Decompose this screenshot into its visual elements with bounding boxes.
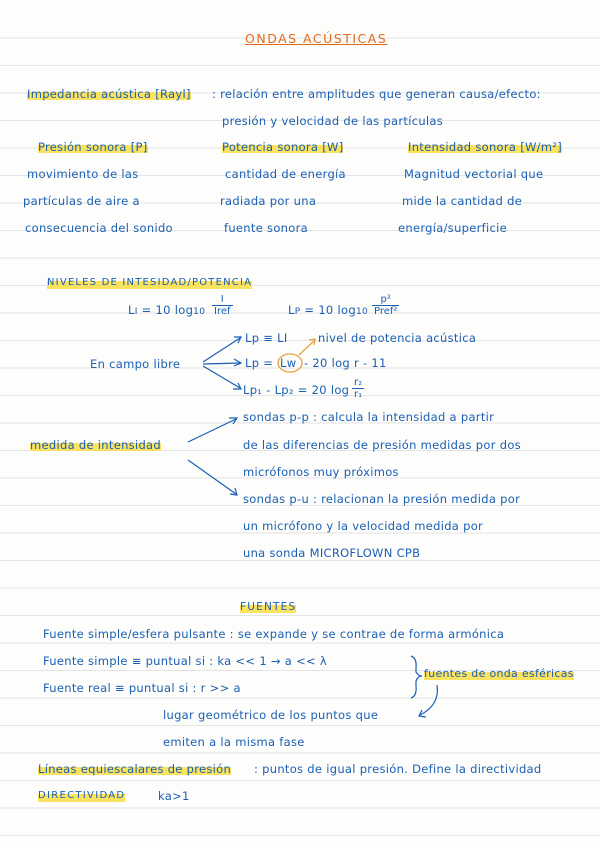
li-formula: LI = 10 log10	[128, 303, 206, 317]
arrow-to-eq3	[203, 366, 240, 388]
fuentes-line-3: Fuente real ≡ puntual si : r >> a	[43, 681, 241, 695]
eq-lp-li-note: nivel de potencia acústica	[318, 331, 477, 345]
eq-lp-diff-fraction: $\frac{\text{r₂}}{\text{r₁}}$	[354, 377, 363, 400]
column-presion-line-3: consecuencia del sonido	[25, 221, 173, 235]
column-head-presion: Presión sonora [P]	[38, 140, 148, 154]
fuentes-line-2: Fuente simple ≡ puntual si : ka << 1 → a << λ	[43, 654, 328, 668]
lineas-equiescalares-term: Líneas equiescalares de presión	[38, 762, 232, 776]
impedancia-def-2: presión y velocidad de las partículas	[222, 114, 444, 128]
medida-pu-line-3: una sonda MICROFLOWN CPB	[243, 546, 421, 560]
column-potencia-line-3: fuente sonora	[224, 221, 308, 235]
medida-arrows	[188, 418, 237, 495]
medida-pp-line-1: sondas p-p : calcula la intensidad a partir	[243, 410, 495, 424]
page-title: ONDAS ACÚSTICAS	[245, 31, 388, 46]
medida-pp-line-2: de las diferencias de presión medidas por dos	[243, 438, 521, 452]
column-head-intensidad: Intensidad sonora [W/m²]	[408, 140, 563, 154]
medida-pu-line-2: un micrófono y la velocidad medida por	[243, 519, 484, 533]
lp-formula: LP = 10 log10	[288, 303, 368, 317]
arrow-to-sondas-pp	[188, 419, 236, 442]
directividad-condition: ka>1	[158, 789, 190, 803]
column-presion-line-1: movimiento de las	[27, 167, 139, 181]
arrow-to-sondas-pu	[188, 460, 236, 494]
medida-term: medida de intensidad	[30, 438, 161, 452]
column-intensidad-line-2: mide la cantidad de	[402, 194, 523, 208]
niveles-heading: NIVELES DE INTESIDAD/POTENCIA	[47, 277, 253, 288]
arrow-to-eq1	[203, 338, 240, 362]
fuentes-brace-note: fuentes de onda esféricas	[424, 667, 574, 680]
column-potencia-line-1: cantidad de energía	[225, 167, 346, 181]
campo-libre-arrows	[203, 337, 241, 389]
medida-pu-line-1: sondas p-u : relacionan la presión medida por	[243, 492, 521, 506]
fuentes-line-1: Fuente simple/esfera pulsante : se expande y se contrae de forma armónica	[43, 627, 505, 641]
eq-lp-lw-circled: Lw	[280, 356, 297, 370]
column-intensidad-line-1: Magnitud vectorial que	[404, 167, 544, 181]
eq-lp-diff: Lp₁ - Lp₂ = 20 log	[243, 383, 350, 397]
column-intensidad-line-3: energía/superficie	[398, 221, 508, 235]
impedancia-def-1: : relación entre amplitudes que generan causa/efecto:	[212, 87, 541, 101]
eq-lp-lw-lhs: Lp =	[245, 356, 274, 370]
fuentes-line-4: lugar geométrico de los puntos que	[163, 708, 379, 722]
fuentes-line-5: emiten a la misma fase	[163, 735, 305, 749]
column-presion-line-2: partículas de aire a	[23, 194, 140, 208]
campo-libre-label: En campo libre	[90, 357, 181, 371]
arrow-lw-note	[299, 339, 315, 355]
eq-lp-lw-rhs: - 20 log r - 11	[304, 356, 387, 370]
column-potencia-line-2: radiada por una	[220, 194, 317, 208]
directividad-term: DIRECTIVIDAD	[38, 790, 126, 801]
impedancia-term: Impedancia acústica [Rayl]	[27, 87, 191, 101]
fuentes-brace	[411, 656, 437, 717]
arrow-to-lugar	[420, 685, 437, 715]
li-fraction: I Iref	[214, 294, 231, 317]
lineas-equiescalares-def: : puntos de igual presión. Define la directividad	[254, 762, 542, 776]
medida-pp-line-3: micrófonos muy próximos	[243, 465, 399, 479]
eq-lp-li: Lp ≡ LI	[245, 331, 288, 345]
fuentes-heading: FUENTES	[240, 601, 297, 613]
column-head-potencia: Potencia sonora [W]	[222, 140, 344, 154]
lp-fraction: p² Pref²	[374, 294, 398, 317]
arrow-to-eq2	[203, 363, 240, 364]
